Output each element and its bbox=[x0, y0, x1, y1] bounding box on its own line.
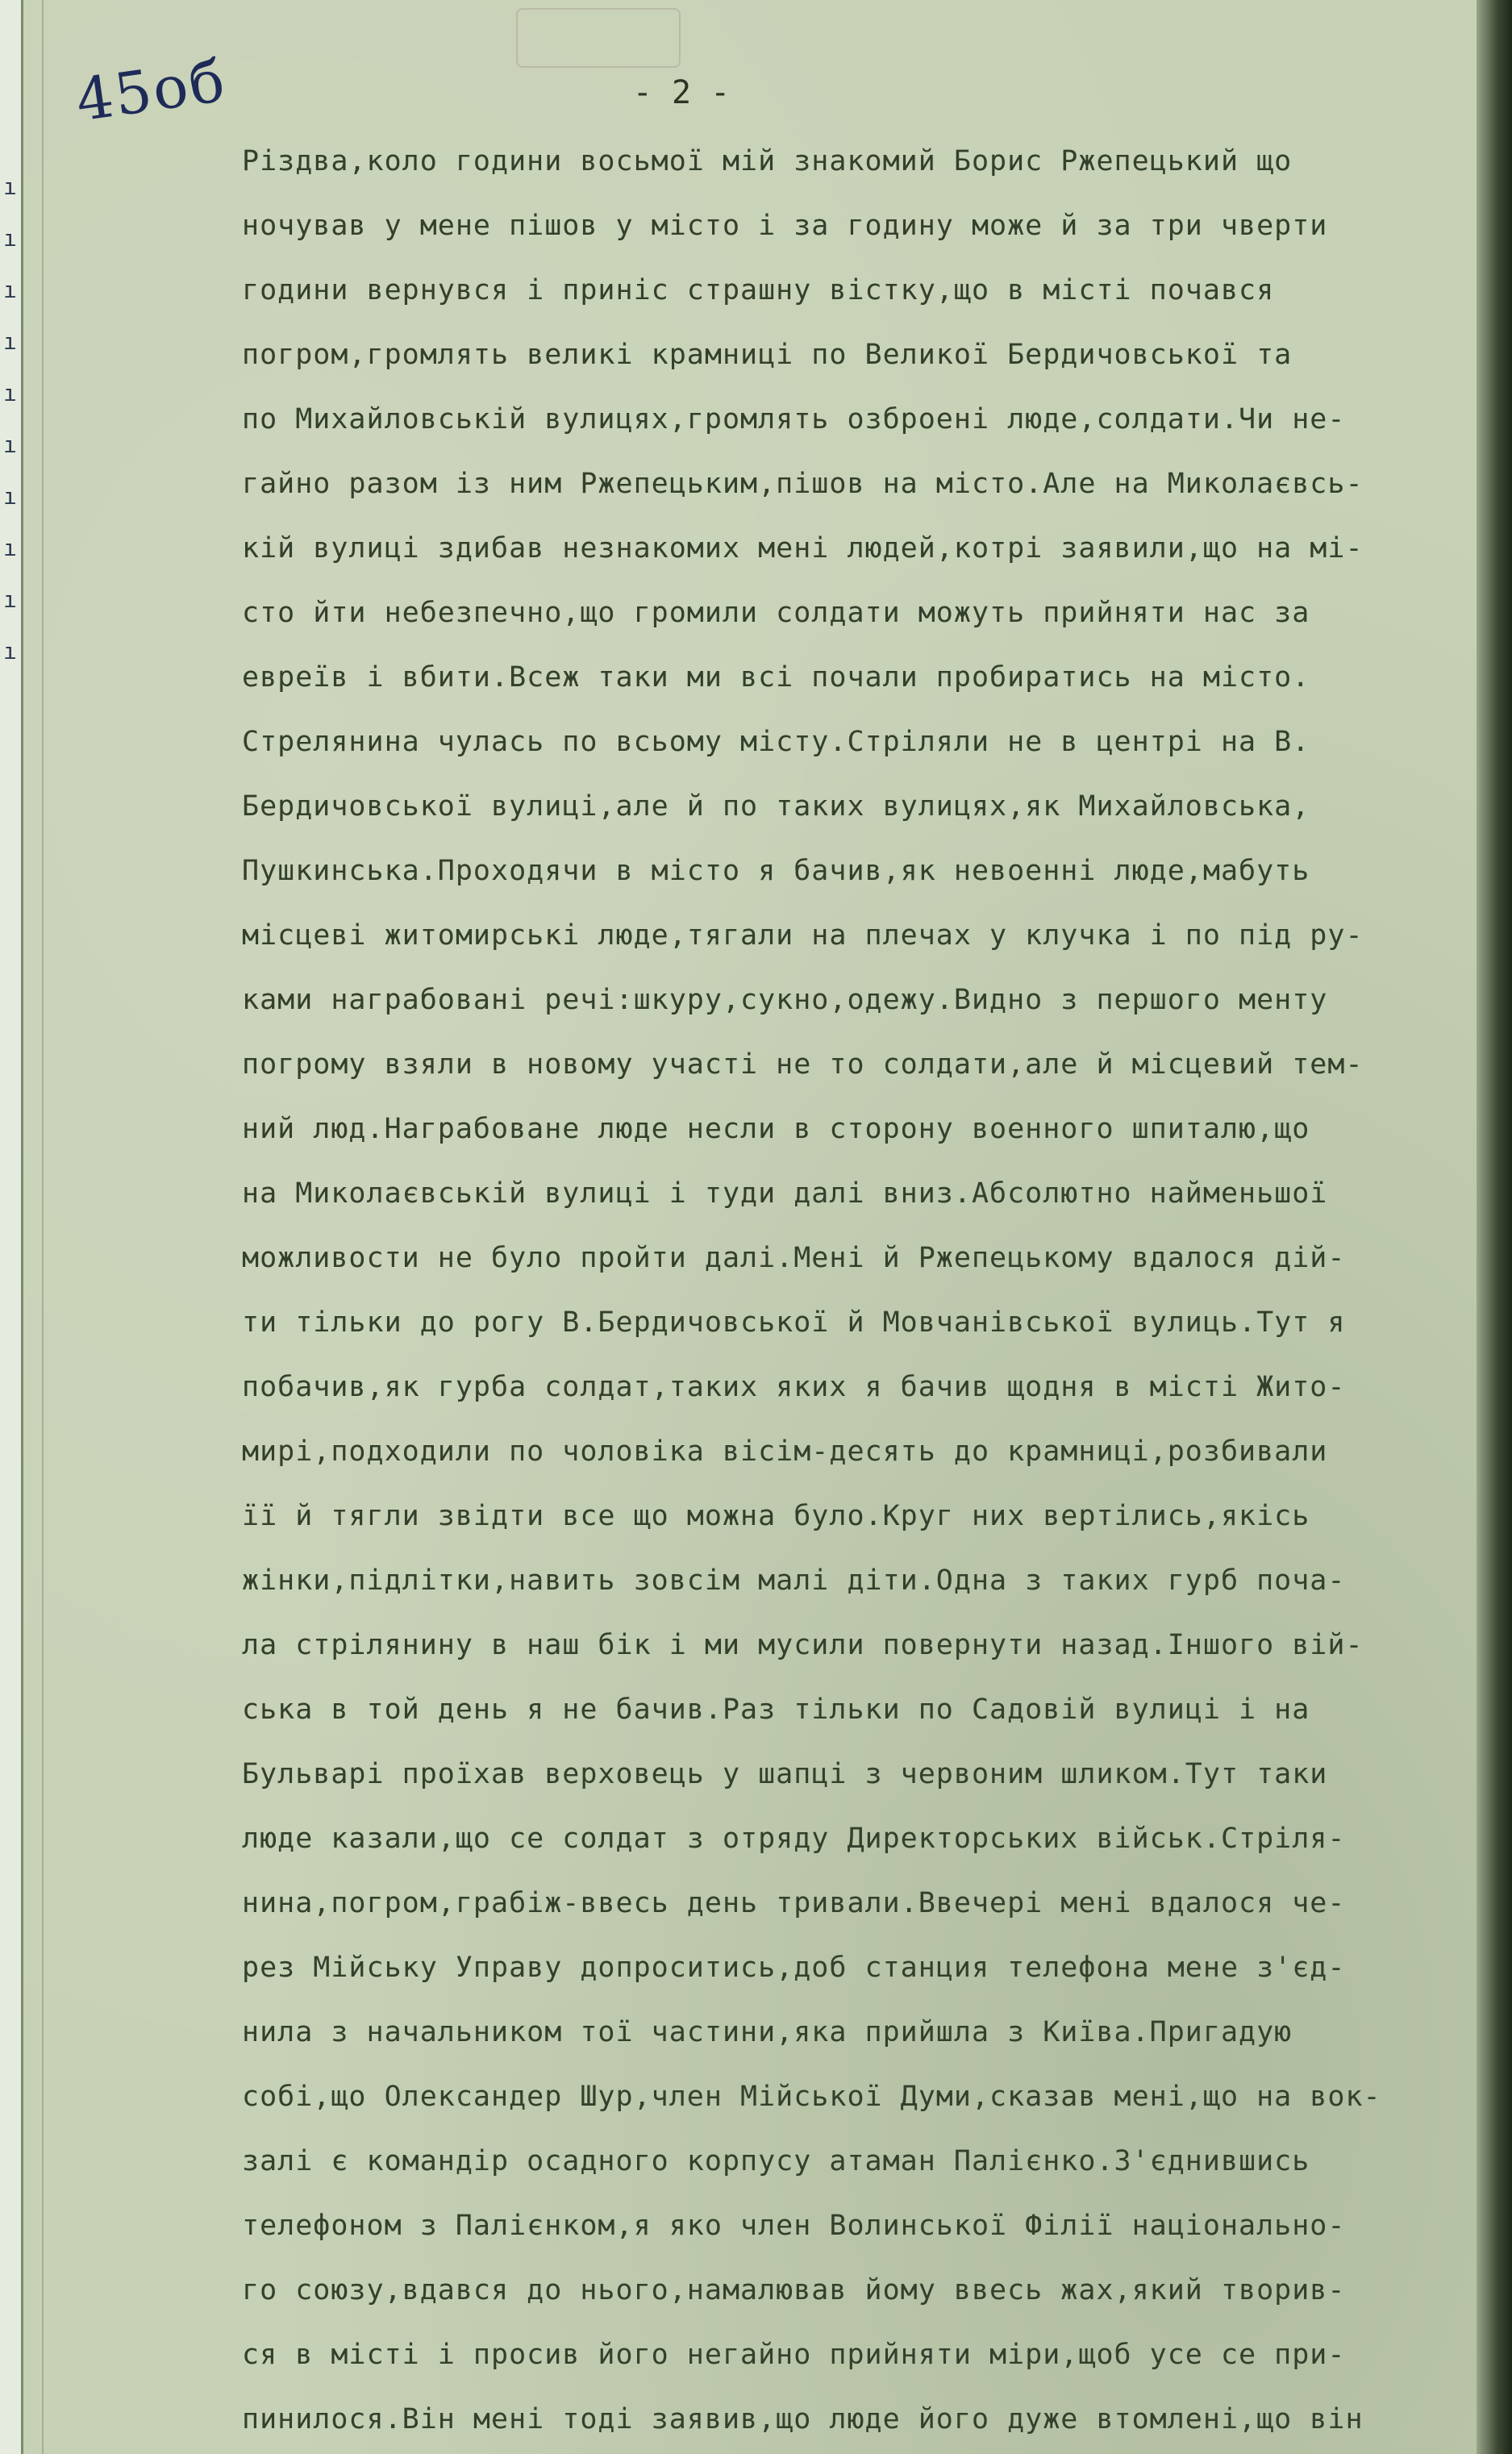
text-line: години вернувся і приніс страшну вістку,що в місті почався bbox=[242, 274, 1275, 306]
text-line: ний люд.Награбоване люде несли в сторону военного шпиталю,що bbox=[242, 1113, 1310, 1145]
text-line: го союзу,вдався до нього,намалював йому ввесь жах,який творив- bbox=[242, 2274, 1346, 2306]
text-line: собі,що Олександер Шур,член Мійської Думи,сказав мені,що на вок- bbox=[242, 2081, 1381, 2113]
text-line: люде казали,що се солдат з отряду Директорських військ.Стріля- bbox=[242, 1823, 1346, 1855]
text-line: ти тільки до рогу В.Бердичовської й Мовчанівської вулиць.Тут я bbox=[242, 1306, 1346, 1339]
text-line: залі є командір осадного корпусу атаман Палієнко.З'єднившись bbox=[242, 2145, 1310, 2177]
text-line: нила з начальником тої частини,яка прийшла з Київа.Пригадую bbox=[242, 2016, 1293, 2048]
binding-fold bbox=[42, 0, 44, 2454]
text-line: Стрелянина чулась по всьому місту.Стріляли не в центрі на В. bbox=[242, 726, 1310, 758]
text-line: погрому взяли в новому участі не то солдати,але й місцевий тем- bbox=[242, 1048, 1364, 1081]
archive-folio-mark: 45об bbox=[72, 46, 231, 135]
text-line: гайно разом із ним Ржепецьким,пішов на місто.Але на Миколаєвсь- bbox=[242, 468, 1364, 500]
text-line: побачив,як гурба солдат,таких яких я бачив щодня в місті Жито- bbox=[242, 1371, 1346, 1403]
text-line: нина,погром,грабіж-ввесь день тривали.Ввечері мені вдалося че- bbox=[242, 1887, 1346, 1919]
text-line: ся в місті і просив його негайно прийняти міри,щоб усе се при- bbox=[242, 2339, 1346, 2371]
text-line: по Михайловській вулицях,громлять озброені люде,солдати.Чи не- bbox=[242, 403, 1346, 435]
text-line: рез Мійську Управу допроситись,доб станция телефона мене з'єд- bbox=[242, 1952, 1346, 1984]
text-line: ночував у мене пішов у місто і за годину може й за три чверти bbox=[242, 210, 1328, 242]
text-line: ська в той день я не бачив.Раз тільки по Садовій вулиці і на bbox=[242, 1694, 1310, 1726]
text-line: кій вулиці здибав незнакомих мені людей,котрі заявили,що на мі- bbox=[242, 532, 1364, 565]
text-line: Різдва,коло години восьмої мій знакомий Борис Ржепецький що bbox=[242, 145, 1293, 177]
faint-stamp bbox=[516, 8, 681, 68]
text-line: можливости не було пройти далі.Мені й Ржепецькому вдалося дій- bbox=[242, 1242, 1346, 1274]
text-line: телефоном з Палієнком,я яко член Волинської Філії національно- bbox=[242, 2210, 1346, 2242]
right-binding-shadow bbox=[1477, 0, 1512, 2454]
text-line: її й тягли звідти все що можна було.Круг них вертілись,якісь bbox=[242, 1500, 1310, 1532]
text-line: мирі,подходили по чоловіка вісім-десять до крамниці,розбивали bbox=[242, 1435, 1328, 1468]
typed-text-body bbox=[242, 129, 1468, 2452]
text-line: ками награбовані речі:шкуру,сукно,одежу.Видно з першого менту bbox=[242, 984, 1328, 1016]
text-line: погром,громлять великі крамниці по Великої Бердичовської та bbox=[242, 339, 1293, 371]
text-line: Бердичовської вулиці,але й по таких вулицях,як Михайловська, bbox=[242, 790, 1310, 823]
text-line: Пушкинська.Проходячи в місто я бачив,як невоенні люде,мабуть bbox=[242, 855, 1310, 887]
text-line: пинилося.Він мені тоді заявив,що люде його дуже втомлені,що він bbox=[242, 2403, 1364, 2435]
text-line: жінки,підлітки,навить зовсім малі діти.Одна з таких гурб поча- bbox=[242, 1564, 1346, 1597]
page-number: - 2 - bbox=[632, 74, 731, 111]
left-margin-marks: ı ı ı ı ı ı ı ı ı ı bbox=[3, 173, 17, 665]
text-line: ла стрілянину в наш бік і ми мусили повернути назад.Іншого вій- bbox=[242, 1629, 1364, 1661]
text-line: місцеві житомирські люде,тягали на плечах у клучка і по під ру- bbox=[242, 919, 1364, 952]
text-line: сто йти небезпечно,що громили солдати можуть прийняти нас за bbox=[242, 597, 1310, 629]
text-line: Бульварі проїхав верховець у шапці з червоним шликом.Тут таки bbox=[242, 1758, 1328, 1790]
text-line: на Миколаєвській вулиці і туди далі вниз.Абсолютно найменьшої bbox=[242, 1177, 1328, 1210]
text-line: евреїв і вбити.Всеж таки ми всі почали пробиратись на місто. bbox=[242, 661, 1310, 694]
